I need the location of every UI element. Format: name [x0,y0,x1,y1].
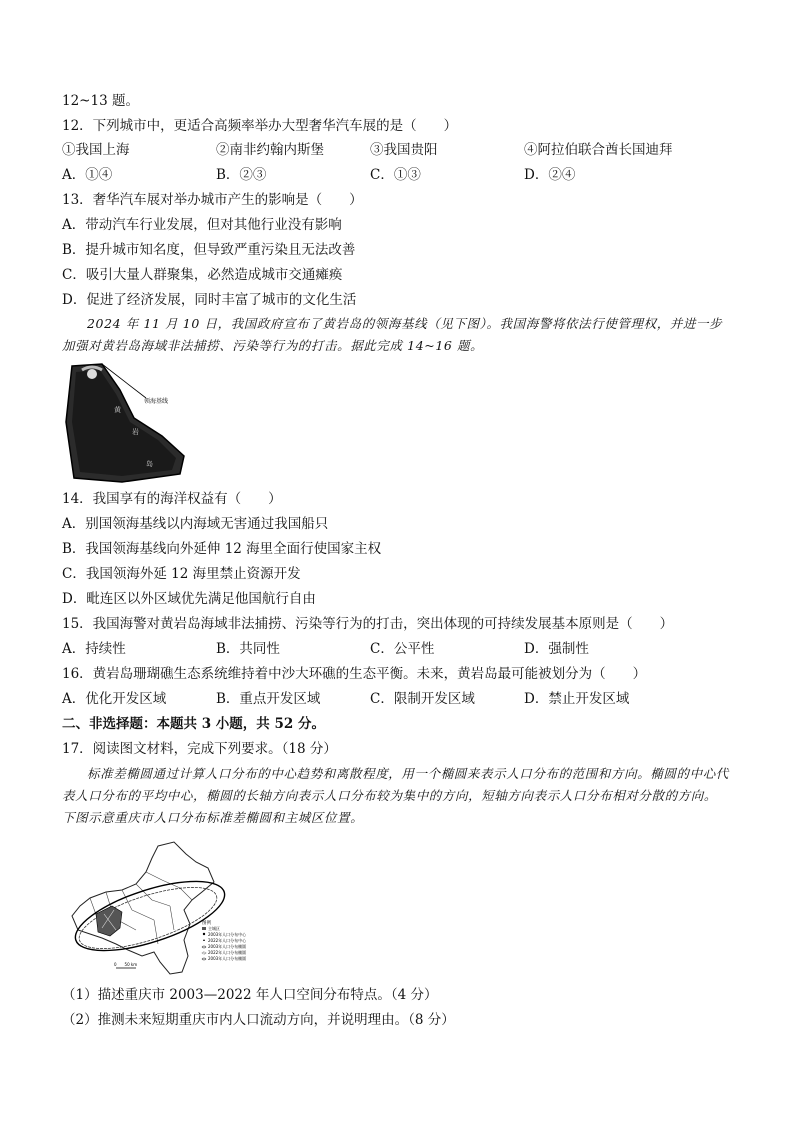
q16-option-a: A．优化开发区域 [62,691,167,707]
legend-item-1: 主城区 [208,926,220,931]
q14-option-a: A．别国领海基线以内海域无害通过我国船只 [62,516,329,532]
q12-option-4: ④阿拉伯联合酋长国迪拜 [524,142,673,158]
q13-option-d: D．促进了经济发展，同时丰富了城市的文化生活 [62,292,357,308]
material-huangyan: 2024 年 11 月 10 日，我国政府宣布了黄岩岛的领海基线（见下图）。我国海警将依法行使管理权，并进一步加强对黄岩岛海域非法捕捞、污染等行为的打击。据此完成 14~16 题。 [62,316,723,353]
legend-item-3: 2022年人口分布中心 [208,938,247,943]
question-16: 16．黄岩岛珊瑚礁生态系统维持着中沙大环礁的生态平衡。未来，黄岩岛最可能被划分为（ ） [62,666,647,682]
legend-item-5: 2022年人口分布椭圆 [208,950,247,955]
q16-option-c: C．限制开发区域 [370,691,475,707]
q12-answer-c: C．①③ [370,167,421,183]
legend-item-4: 2003年人口分布椭圆 [208,944,247,949]
q13-option-a: A．带动汽车行业发展，但对其他行业没有影响 [62,217,342,233]
q15-option-c: C．公平性 [370,641,435,657]
q12-answer-b: B．②③ [216,167,267,183]
scale-label: 0 50 km [114,962,138,967]
q14-option-b: B．我国领海基线向外延伸 12 海里全面行使国家主权 [62,541,382,557]
q14-option-d: D．毗连区以外区域优先满足他国航行自由 [62,591,316,607]
map-char-2: 岩 [132,428,139,436]
baseline-label: 领海基线 [144,398,169,405]
section-2-heading: 二、非选择题：本题共 3 小题，共 52 分。 [62,716,325,732]
q12-answer-d: D．②④ [524,167,576,183]
q15-option-b: B．共同性 [216,641,280,657]
question-14: 14．我国享有的海洋权益有（ ） [62,491,282,507]
q15-option-a: A．持续性 [62,641,126,657]
chongqing-population-map [62,840,262,980]
legend-item-6: 2003年人口分布椭圆 [208,956,247,961]
q13-option-b: B．提升城市知名度，但导致严重污染且无法改善 [62,242,356,258]
q15-option-d: D．强制性 [524,641,589,657]
question-17-2: （2）推测未来短期重庆市内人口流动方向，并说明理由。（8 分） [62,1012,455,1028]
question-15: 15．我国海警对黄岩岛海域非法捕捞、污染等行为的打击，突出体现的可持续发展基本原则是（ ） [62,616,674,632]
question-12: 12．下列城市中，更适合高频率举办大型奢华汽车展的是（ ） [62,118,458,134]
question-13: 13．奢华汽车展对举办城市产生的影响是（ ） [62,192,363,208]
q13-option-c: C．吸引大量人群聚集，必然造成城市交通瘫痪 [62,267,343,283]
q12-option-2: ②南非约翰内斯堡 [216,142,324,158]
q16-option-b: B．重点开发区域 [216,691,321,707]
q12-option-1: ①我国上海 [62,142,130,158]
question-17-1: （1）描述重庆市 2003—2022 年人口空间分布特点。（4 分） [62,987,438,1003]
question-17: 17．阅读图文材料，完成下列要求。（18 分） [62,741,337,757]
material-chongqing: 标准差椭圆通过计算人口分布的中心趋势和离散程度，用一个椭圆来表示人口分布的范围和方向。椭圆的中心代表人口分布的平均中心，椭圆的长轴方向表示人口分布较为集中的方向，短轴方向表示人口分布相对分散的方向。下图示意重庆市人口分布标准差椭圆和主城区位置。 [62,766,729,825]
map-char-3: 岛 [146,460,153,468]
legend-item-2: 2003年人口分布中心 [208,932,247,937]
intro-line: 12~13 题。 [62,93,139,109]
q12-option-3: ③我国贵阳 [370,142,438,158]
legend-swatch-1 [202,927,206,930]
huangyan-island-map [62,362,190,484]
q12-answer-a: A．①④ [62,167,113,183]
legend-title: 图例 [202,921,211,926]
map-char-1: 黄 [114,406,121,414]
q14-option-c: C．我国领海外延 12 海里禁止资源开发 [62,566,301,582]
q16-option-d: D．禁止开发区域 [524,691,630,707]
